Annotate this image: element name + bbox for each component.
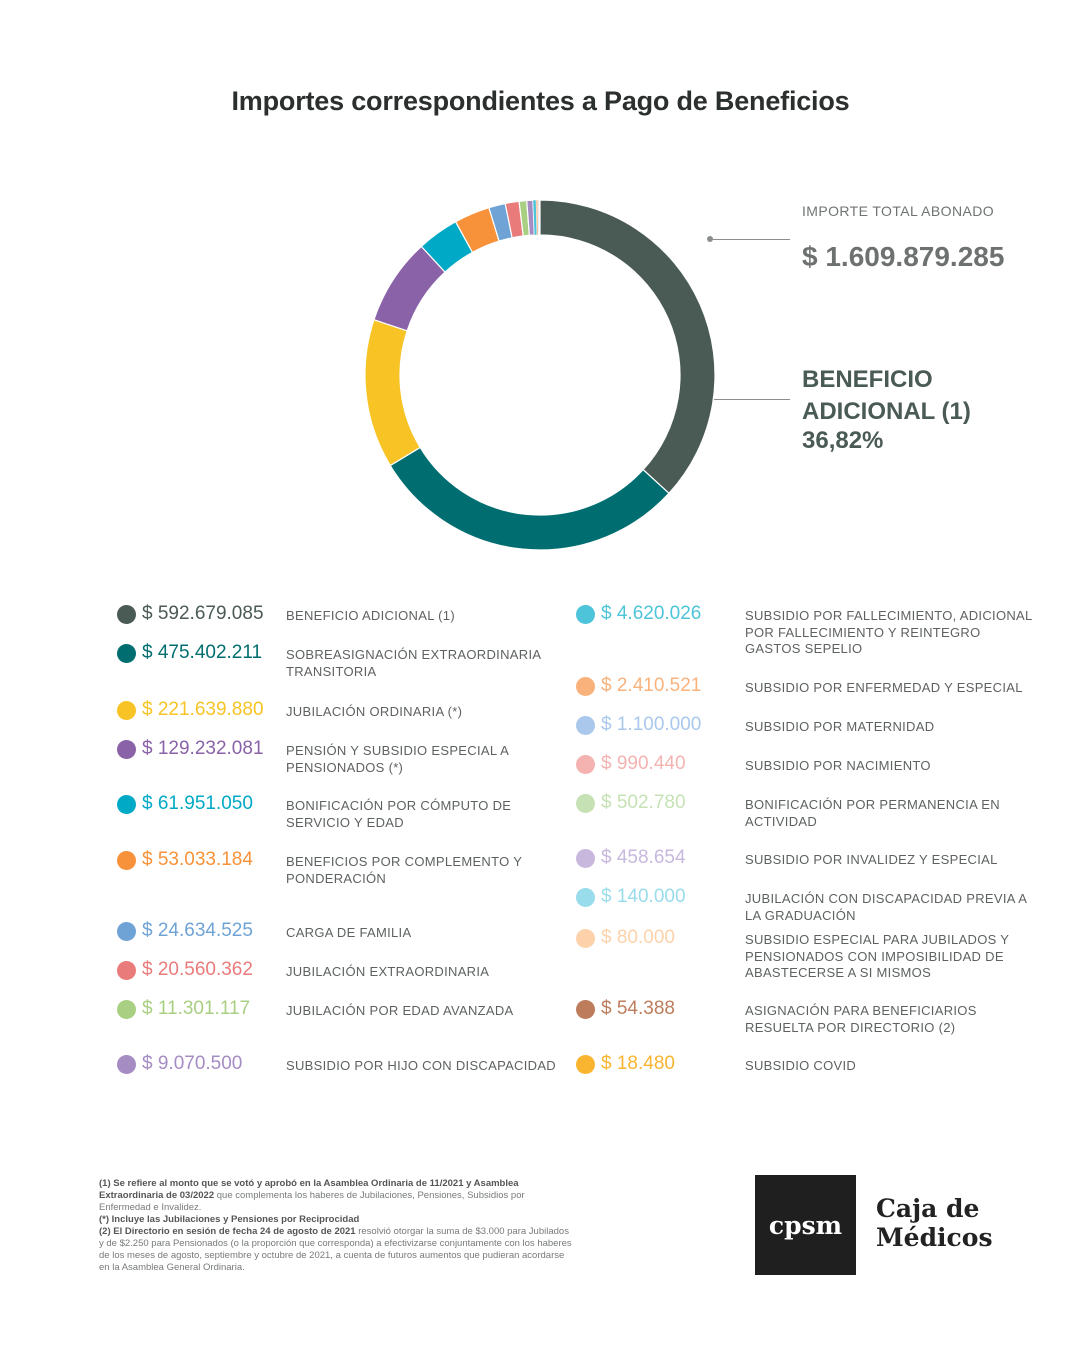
legend-dot-icon [117,701,136,720]
legend-label: JUBILACIÓN EXTRAORDINARIA [286,964,490,979]
donut-slice-1 [540,200,715,493]
legend-dot-icon [117,922,136,941]
legend-amount: $ 221.639.880 [142,699,264,720]
legend-amount: $ 502.780 [601,792,686,813]
legend-label: JUBILACIÓN POR EDAD AVANZADA [286,1003,514,1018]
legend-label: BONIFICACIÓN POR CÓMPUTO DE SERVICIO Y EDAD [286,798,512,830]
legend-label: PENSIÓN Y SUBSIDIO ESPECIAL A PENSIONADOS (*) [286,743,509,775]
legend-dot-icon [117,605,136,624]
total-leader-line [710,239,790,240]
legend-amount: $ 53.033.184 [142,849,253,870]
legend-dot-icon [576,849,595,868]
legend-amount: $ 140.000 [601,886,686,907]
logo-line-1: Caja de [876,1194,980,1223]
legend-label: SOBREASIGNACIÓN EXTRAORDINARIA TRANSITORIA [286,647,541,679]
legend-amount: $ 80.000 [601,927,675,948]
legend-label: SUBSIDIO COVID [745,1058,857,1073]
legend-amount: $ 475.402.211 [142,642,263,663]
caja-de-medicos-logo [876,1194,993,1252]
highlight-percentage: 36,82% [802,427,884,454]
legend-label: SUBSIDIO POR FALLECIMIENTO, ADICIONAL POR FALLECIMIENTO Y REINTEGRO GASTOS SEPELIO [745,608,1033,656]
legend-amount: $ 1.100.000 [601,714,702,735]
donut-slice-3 [365,320,420,466]
legend-dot-icon [576,716,595,735]
legend-amount: $ 61.951.050 [142,793,253,814]
legend-dot-icon [576,888,595,907]
footnote-1: (1) Se refiere al monto que se votó y aprobó en la Asamblea Ordinaria de 11/2021 y Asamblea Extraordinaria de 03/2022 que complementa los haberes de Jubilaciones, Pensiones, Subsidios por Enfermedad e Invalidez. [99,1178,525,1213]
legend-amount: $ 54.388 [601,998,675,1019]
donut-slice-2 [390,447,669,550]
legend-label: SUBSIDIO POR ENFERMEDAD Y ESPECIAL [745,680,1023,695]
legend-dot-icon [576,755,595,774]
highlight-leader-line [714,399,790,400]
legend-dot-icon [117,1000,136,1019]
legend-dot-icon [576,605,595,624]
legend-label: CARGA DE FAMILIA [286,925,412,940]
legend-dot-icon [576,1055,595,1074]
legend-label: ASIGNACIÓN PARA BENEFICIARIOS RESUELTA POR DIRECTORIO (2) [745,1003,977,1035]
legend-dot-icon [117,644,136,663]
legend-label: BENEFICIO ADICIONAL (1) [286,608,455,623]
legend-label: SUBSIDIO POR MATERNIDAD [745,719,935,734]
legend-dot-icon [576,1000,595,1019]
donut-chart [340,175,740,575]
legend-label: SUBSIDIO ESPECIAL PARA JUBILADOS Y PENSIONADOS CON IMPOSIBILIDAD DE ABASTECERSE A SI MISMOS [745,932,1010,980]
legend-amount: $ 592.679.085 [142,603,264,624]
total-value: $ 1.609.879.285 [802,241,1005,272]
legend-dot-icon [576,677,595,696]
footnote-star: (*) Incluye las Jubilaciones y Pensiones por Reciprocidad [99,1214,360,1225]
legend-amount: $ 2.410.521 [601,675,702,696]
logo-line-2: Médicos [876,1223,993,1252]
legend-dot-icon [117,851,136,870]
legend-label: BONIFICACIÓN POR PERMANENCIA EN ACTIVIDAD [745,797,1000,829]
footnotes [99,1178,574,1274]
legend-amount: $ 24.634.525 [142,920,253,941]
legend-label: BENEFICIOS POR COMPLEMENTO Y PONDERACIÓN [286,854,522,886]
total-label: IMPORTE TOTAL ABONADO [802,203,994,219]
legend-amount: $ 458.654 [601,847,686,868]
legend-label: JUBILACIÓN ORDINARIA (*) [286,704,463,719]
legend-label: JUBILACIÓN CON DISCAPACIDAD PREVIA A LA GRADUACIÓN [745,891,1027,923]
legend-label: SUBSIDIO POR HIJO CON DISCAPACIDAD [286,1058,556,1073]
legend-dot-icon [117,795,136,814]
legend-amount: $ 11.301.117 [142,998,251,1019]
legend-dot-icon [117,1055,136,1074]
legend-dot-icon [117,961,136,980]
legend-label: SUBSIDIO POR NACIMIENTO [745,758,931,773]
footnote-2: (2) El Directorio en sesión de fecha 24 de agosto de 2021 resolvió otorgar la suma de $3.000 para Jubilados y de $2.250 para Pensionados (o la proporción que corresponda) a efectivizarse conjuntamente con los haberes de los meses de agosto, septiembre y octubre de 2021, a cuenta de futuros aumentos que pudieran acordarse en la Asamblea General Ordinaria. [99,1226,572,1273]
page-title: Importes correspondientes a Pago de Beneficios [231,86,850,116]
legend-amount: $ 9.070.500 [142,1053,243,1074]
highlight-label: BENEFICIO ADICIONAL (1) [802,366,971,425]
legend-amount: $ 129.232.081 [142,738,264,759]
legend-amount: $ 990.440 [601,753,686,774]
legend-amount: $ 20.560.362 [142,959,253,980]
legend-dot-icon [576,794,595,813]
legend-amount: $ 4.620.026 [601,603,702,624]
cpsm-logo: cpsm [755,1175,856,1275]
legend-amount: $ 18.480 [601,1053,675,1074]
legend-dot-icon [117,740,136,759]
legend-dot-icon [576,929,595,948]
legend-label: SUBSIDIO POR INVALIDEZ Y ESPECIAL [745,852,998,867]
